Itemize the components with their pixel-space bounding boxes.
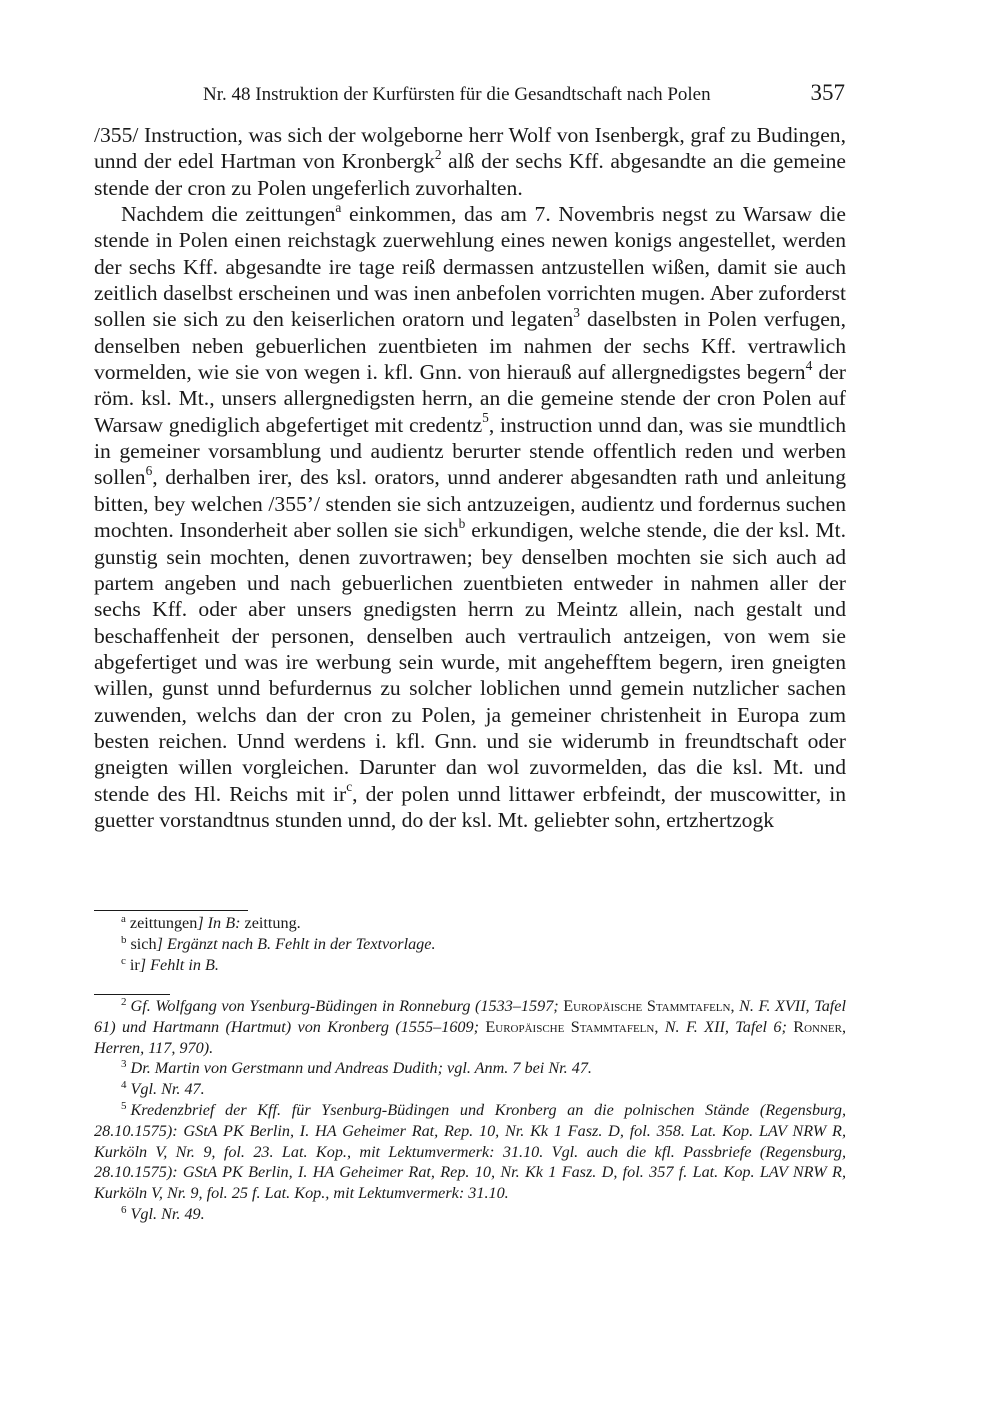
note-bracket: ] [197, 914, 204, 932]
note-text: N. F. XII, Tafel 6; [658, 1017, 787, 1036]
text-run: , der polen unnd littawer erbfeindt, der muscowitter, in guetter vorstandtnus stunden unnd, do der ksl. Mt. geliebter sohn, ertzhertzogk [94, 781, 846, 832]
note-text: Kredenzbrief der Kff. für Ysenburg-Büdingen und Kronberg an die polnischen Stände (Regensburg, 28.10.1575): GStA PK Berlin, I. HA Geheimer Rat, Rep. 10, Nr. Kk 1 Fasz. D, fol. 358. Lat. Kop. LAV NRW R, Kurköln V, Nr. 9, fol. 23. Lat. Kop., mit Lektumvermerk: 31.10. Vgl. auch die kfl. Passbriefe (Regensburg, 28.10.1575): GStA PK Berlin, I. HA Geheimer Rat, Rep. 10, Nr. Kk 1 Fasz. D, fol. 357 f. Lat. Kop. LAV NRW R, Kurköln V, Nr. 9, fol. 25 f. Lat. Kop., mit Lektumvermerk: 31.10. [94, 1100, 846, 1203]
note-bracket: ] [139, 956, 147, 974]
note-marker: 6 [121, 1203, 127, 1216]
note-bracket: ] [156, 935, 163, 953]
text-run: /355/ Instruction, was sich der wolgeborne herr Wolf von Isenbergk, graf zu Budingen, unnd der edel Hartman von Kronbergk [94, 123, 846, 174]
note-marker: c [121, 954, 126, 967]
textual-notes-divider [94, 910, 248, 911]
commentary-apparatus [94, 996, 846, 1225]
note-lemma: sich [130, 935, 157, 953]
footnote-ref-b: b [458, 515, 466, 531]
note-text: N. F. XVII, Tafel 61) und Hartmann (Hartmut) von Kronberg (1555–1609; [94, 997, 846, 1036]
textual-note-b [94, 934, 846, 955]
note-marker: b [121, 933, 127, 946]
text-run: , derhalben irer, des ksl. orators, unnd anderer abgesandten rath und anleitung bitten, bey welchen /355’/ stenden sie sich antzuzeigen, audientz und fordernus suchen mochten. Insonderheit aber sollen sie sich [94, 465, 846, 543]
instruction-heading-paragraph [94, 122, 846, 201]
note-marker: a [121, 912, 126, 925]
note-comment: In B: [203, 914, 241, 932]
textual-note-a [94, 913, 846, 934]
commentary-note-4 [94, 1079, 846, 1100]
footnote-ref-c: c [346, 779, 353, 795]
text-run: daselbsten in Polen verfugen, denselben neben gebuerlichen zuentbieten im nahmen der sechs Kff. vertrawlich vormelden, wie sie von wegen i. kfl. Gnn. von hierauß auf allergnedigstes begern [94, 307, 846, 385]
running-header [95, 80, 845, 110]
commentary-note-3 [94, 1058, 846, 1079]
note-marker: 2 [121, 995, 127, 1008]
text-run: der röm. ksl. Mt., unsers allergnedigsten herrn, an die gemeine stende der cron Polen auf Warsaw gnediglich abgefertiget mit credentz [94, 360, 846, 437]
note-lemma: ir [129, 956, 140, 974]
footnote-ref-5: 5 [482, 410, 489, 426]
note-text: Vgl. Nr. 47. [130, 1080, 205, 1099]
textual-apparatus [94, 913, 846, 976]
footnote-ref-a: a [335, 199, 342, 215]
textual-note-c [94, 955, 846, 976]
note-comment: Ergänzt nach B. Fehlt in der Textvorlage. [162, 935, 436, 953]
note-text: Gf. Wolfgang von Ysenburg-Büdingen in Ronneburg (1533–1597; [130, 997, 559, 1015]
text-run: Nachdem die zeittungen [121, 202, 336, 227]
note-small-caps: Europäische Stammtafeln, [479, 1017, 659, 1036]
note-text: Dr. Martin von Gerstmann und Andreas Dudith; vgl. Anm. 7 bei Nr. 47. [130, 1059, 592, 1078]
footnote-ref-4: 4 [805, 357, 813, 373]
note-small-caps: Europäische Stammtafeln, [558, 997, 735, 1015]
text-run: einkommen, das am 7. Novembris negst zu Warsaw die stende in Polen einen reichstagk zuerwehlung eines newen konigs angestellet, werden der sechs Kff. abgesandte ire tage reiß dermassen antzustellen wißen, damit sie auch zeitlich daselbst erscheinen und was inen anbefolen vorrichten mugen. Aber zuforderst sollen sie sich zu den keiserlichen oratorn und legaten [94, 202, 846, 332]
commentary-notes-divider [94, 994, 170, 995]
page-number: 357 [810, 80, 845, 105]
main-text [94, 122, 846, 833]
footnote-ref-2: 2 [434, 146, 442, 162]
body-paragraph [94, 201, 846, 833]
note-marker: 3 [121, 1058, 127, 1070]
note-marker: 5 [121, 1099, 127, 1112]
note-marker: 4 [121, 1078, 127, 1091]
note-small-caps: Ronner, [786, 1017, 847, 1036]
note-lemma: zeittungen [129, 914, 198, 932]
commentary-note-5 [94, 1100, 846, 1204]
note-comment: Fehlt in B. [146, 956, 219, 974]
commentary-note-6 [94, 1204, 846, 1225]
note-text: Vgl. Nr. 49. [130, 1204, 205, 1223]
footnote-ref-3: 3 [573, 304, 580, 320]
footnote-ref-6: 6 [145, 462, 153, 478]
text-run: erkundigen, welche stende, die der ksl. Mt. gunstig sein mochten, denen zuvortrawen; bey denselben mochten sie sich auch ad partem angeben und nach gebuerlichen zuentbieten entweder in nahmen aller der sechs Kff. oder aber unsers gnedigsten herrn zu Meintz allein, nach gestalt und beschaffenheit der personen, denselben auch vertraulich antzeigen, von wem sie abgefertiget und was ire werbung sein wurde, mit angehefftem begern, iren gneigten willen, gunst unnd befurdernus zu solcher loblichen unnd gemein nutzlicher sachen zuwenden, welchs dan der cron zu Polen, ja gemeiner christenheit in Europa zum besten reichen. Unnd werdens i. kfl. Gnn. und sie widerumb in freundtschaft oder gneigten willen vorgleichen. Darunter dan wol zuvormelden, das die ksl. Mt. und stende des Hl. Reichs mit ir [94, 518, 846, 806]
text-run: alß der sechs Kff. abgesandte an die gemeine stende der cron zu Polen ungeferlich zuvorhalten. [94, 149, 846, 200]
commentary-note-2 [94, 996, 846, 1058]
running-header-title: Nr. 48 Instruktion der Kurfürsten für die Gesandtschaft nach Polen [203, 84, 711, 105]
note-reading: zeittung. [240, 914, 301, 932]
note-text: Herren, 117, 970). [94, 1038, 214, 1057]
text-run: , instruction unnd dan, was sie mundtlich in gemeiner vorsamblung und audientz berurter stende offentlich reden und werben sollen [94, 412, 846, 490]
